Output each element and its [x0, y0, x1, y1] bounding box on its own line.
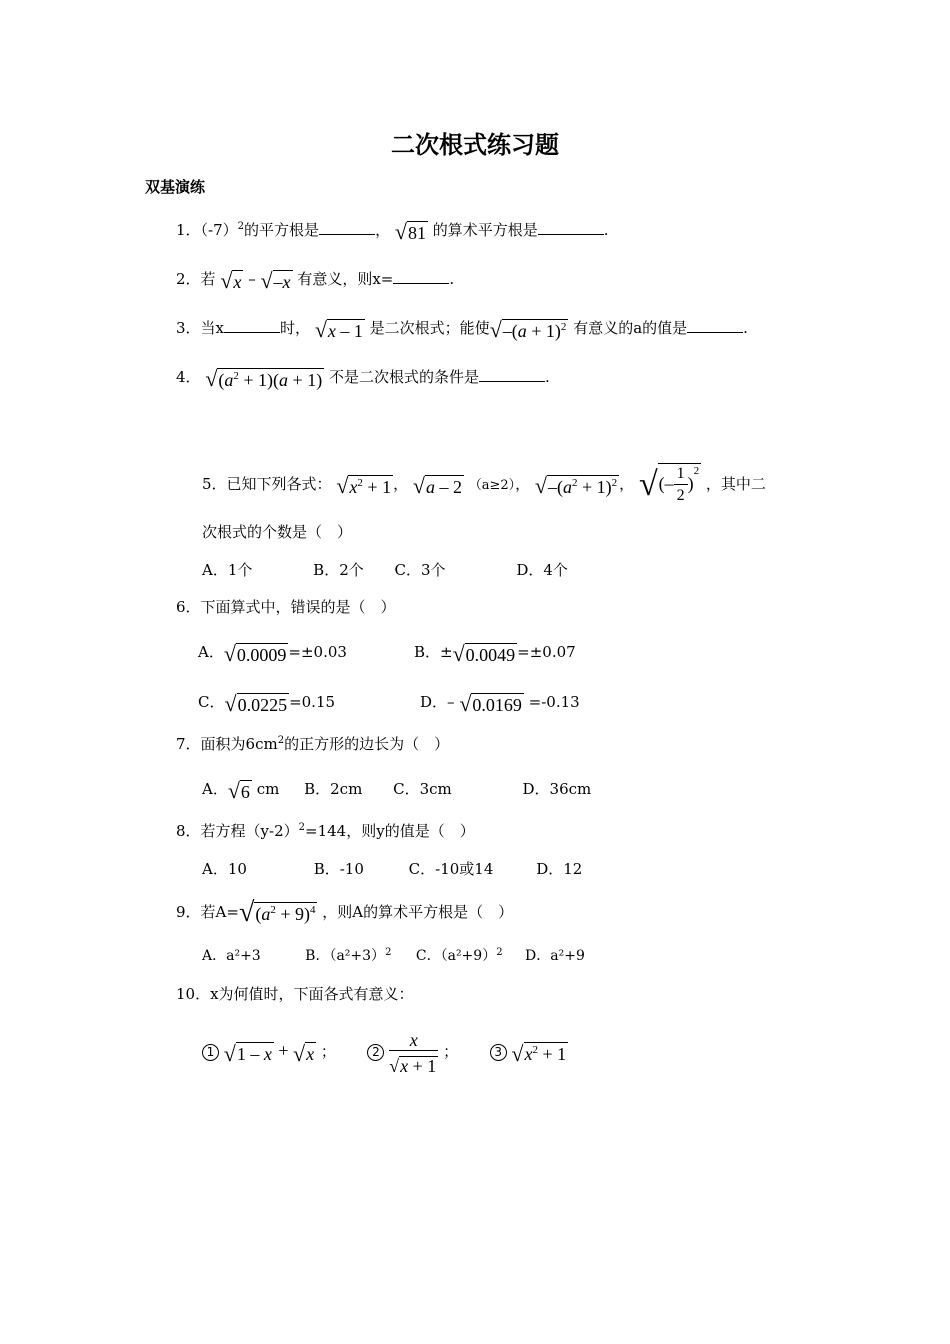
option-result: =±0.07	[517, 643, 576, 661]
q8-sup: 2	[298, 822, 306, 833]
radical: $√(a^2 + 9)^4$	[238, 897, 316, 928]
option-a[interactable]: A．10	[202, 860, 247, 878]
circled-number-2: 2	[367, 1044, 384, 1061]
radical: $√(a^2 + 1)(a + 1)$	[205, 366, 323, 392]
answer-blank[interactable]	[479, 367, 545, 382]
q8-text-2: =144，则y的值是（ ）	[305, 822, 475, 840]
q2-text-2: 有意义，则x=	[297, 270, 394, 288]
question-5-cont: 次根式的个数是（ ）	[202, 523, 353, 541]
question-4	[176, 365, 550, 391]
q2-period: .	[449, 270, 455, 288]
q10-text: x为何值时，下面各式有意义：	[210, 985, 414, 1003]
q9-options	[202, 944, 585, 968]
q9-text-2: ，则A的算术平方根是（ ）	[322, 903, 514, 921]
option-d[interactable]: D．4个	[516, 561, 568, 579]
radicand: 6	[240, 781, 250, 802]
option-c[interactable]	[416, 948, 503, 964]
option-b[interactable]: B．-10	[313, 860, 364, 878]
answer-blank[interactable]	[393, 269, 449, 284]
option-c[interactable]: C．-10或14	[408, 860, 494, 878]
option-c-text: C．（a²+9）	[415, 948, 497, 964]
radical: √a – 2	[412, 473, 462, 499]
q1-text-3: 的算术平方根是	[432, 221, 538, 239]
q1-text-2: 的平方根是	[244, 221, 320, 239]
radical: √1 – x	[223, 1040, 272, 1066]
option-d[interactable]: D．a²+9	[525, 948, 585, 964]
question-5: 5．已知下列各式： $√x^2 + 1$ ， √a – 2 （a≥2）， $√-(a^2 + 1)^2$ ， √(– $\frac{1}{2}$ )$^2$ ，其中二	[202, 463, 766, 507]
q1-comma: ，	[375, 221, 391, 239]
q1-period: .	[603, 221, 609, 239]
q8-options	[202, 857, 582, 881]
radicand: 0.0169	[472, 694, 522, 715]
radical: $√-(a^2 + 1)^2$	[534, 473, 618, 499]
q5-text: 已知下列各式：	[226, 475, 332, 493]
q6-option-d[interactable]	[420, 690, 580, 716]
q-number: 9．	[176, 903, 201, 921]
question-9	[176, 899, 513, 927]
option-result: =0.15	[289, 693, 336, 711]
question-10	[176, 982, 414, 1006]
option-b[interactable]: B．2cm	[304, 780, 363, 798]
option-result: =±0.03	[288, 643, 347, 661]
separator: ；	[320, 1042, 336, 1061]
q8-text: 若方程（y-2）	[200, 822, 299, 840]
separator: ；	[443, 1042, 459, 1061]
radicand: 0.0225	[237, 694, 288, 715]
option-c-sup: 2	[496, 947, 503, 958]
unit: cm	[256, 780, 280, 798]
circled-number-3: 3	[490, 1044, 507, 1061]
option-a[interactable]: A．a²+3	[202, 948, 261, 964]
q-number: 6．	[176, 598, 201, 616]
q5-condition: （a≥2）	[468, 478, 516, 493]
option-a[interactable]: A．1个	[202, 561, 253, 579]
question-2	[176, 267, 454, 293]
option-c[interactable]: C．3个	[394, 561, 446, 579]
q-number: 8．	[176, 822, 201, 840]
q-number: 3．	[176, 319, 201, 337]
q1-text: （-7）	[200, 221, 238, 239]
q5-text-2: ，其中二	[705, 475, 766, 493]
radicand: 0.0049	[465, 644, 516, 665]
q-number: 7．	[176, 735, 201, 753]
q-number: 2．	[176, 270, 201, 288]
q7-text: 面积为6cm	[200, 735, 278, 753]
q-number: 1．	[176, 221, 201, 239]
radical: √–x	[260, 268, 291, 294]
q3-text-2: 时，	[280, 319, 311, 337]
q5-options	[202, 558, 568, 582]
option-c[interactable]: C．3cm	[393, 780, 452, 798]
page-title: 二次根式练习题	[391, 130, 559, 159]
circled-number-1: 1	[202, 1044, 219, 1061]
q2-text: 若	[200, 270, 216, 288]
radical: √x	[220, 268, 242, 294]
q6-option-a[interactable]	[198, 640, 347, 666]
radicand: 0.0009	[236, 644, 287, 665]
answer-blank[interactable]	[687, 318, 743, 333]
radical: √81	[394, 219, 426, 245]
option-b[interactable]	[305, 948, 391, 964]
q6-option-c[interactable]	[198, 690, 335, 716]
option-b-sup: 2	[385, 947, 392, 958]
radical: √0.0225	[224, 691, 288, 717]
radical: √0.0009	[223, 641, 287, 667]
radical: $√x^2 + 1$	[511, 1040, 567, 1066]
minus-sign: –	[243, 270, 261, 288]
q-number: 10．	[176, 985, 211, 1003]
option-a[interactable]	[202, 778, 280, 804]
q3-text-4: 有意义的a的值是	[573, 319, 688, 337]
q6-text: 下面算式中，错误的是（ ）	[200, 598, 396, 616]
answer-blank[interactable]	[319, 220, 375, 235]
option-label: A．	[202, 780, 228, 798]
radical: √0.0169	[459, 691, 522, 717]
question-7	[176, 732, 449, 756]
radical: √x	[293, 1040, 315, 1066]
q4-text: 不是二次根式的条件是	[328, 368, 479, 386]
question-1	[176, 218, 609, 244]
option-b-text: B．（a²+3）	[305, 948, 386, 964]
q3-text: 当x	[200, 319, 225, 337]
q7-text-2: 的正方形的边长为（ ）	[284, 735, 450, 753]
radical: √0.0049	[452, 641, 516, 667]
q10-expressions: 1 √1 – x + √x ； 2 $\frac{x}{√x + 1}$ ； 3 $√x^2 + 1$	[202, 1030, 568, 1075]
q-number: 4．	[176, 368, 201, 386]
q4-period: .	[545, 368, 550, 386]
q3-period: .	[743, 319, 748, 337]
q-number: 5．	[202, 475, 227, 493]
section-heading: 双基演练	[145, 178, 206, 196]
radical: $√-(a + 1)^2$	[489, 317, 567, 343]
option-label: A．	[198, 643, 224, 661]
answer-blank[interactable]	[224, 318, 280, 333]
radical: √x – 1	[314, 317, 363, 343]
question-6	[176, 595, 396, 619]
radicand: 81	[407, 222, 426, 243]
answer-blank[interactable]	[538, 220, 604, 235]
option-label: D．–	[420, 693, 455, 711]
option-result: =-0.13	[528, 693, 580, 711]
q9-text: 若A=	[200, 903, 239, 921]
radical: √6	[227, 778, 250, 804]
option-b[interactable]: B．2个	[313, 561, 364, 579]
option-label: B．±	[414, 643, 453, 661]
option-d[interactable]: D．36cm	[522, 780, 592, 798]
q7-options	[202, 777, 591, 803]
q1-sup: 2	[237, 221, 245, 232]
q3-text-3: 是二次根式；能使	[369, 319, 490, 337]
radical: $√x^2 + 1$	[336, 473, 392, 499]
q6-option-b[interactable]	[414, 640, 576, 666]
fraction: $\frac{x}{√x + 1}$	[389, 1030, 437, 1077]
question-8	[176, 819, 475, 843]
question-3	[176, 316, 748, 342]
radical: √(– $\frac{1}{2}$ )$^2$	[639, 463, 701, 507]
q7-sup: 2	[277, 735, 285, 746]
option-d[interactable]: D．12	[536, 860, 583, 878]
option-label: C．	[198, 693, 225, 711]
